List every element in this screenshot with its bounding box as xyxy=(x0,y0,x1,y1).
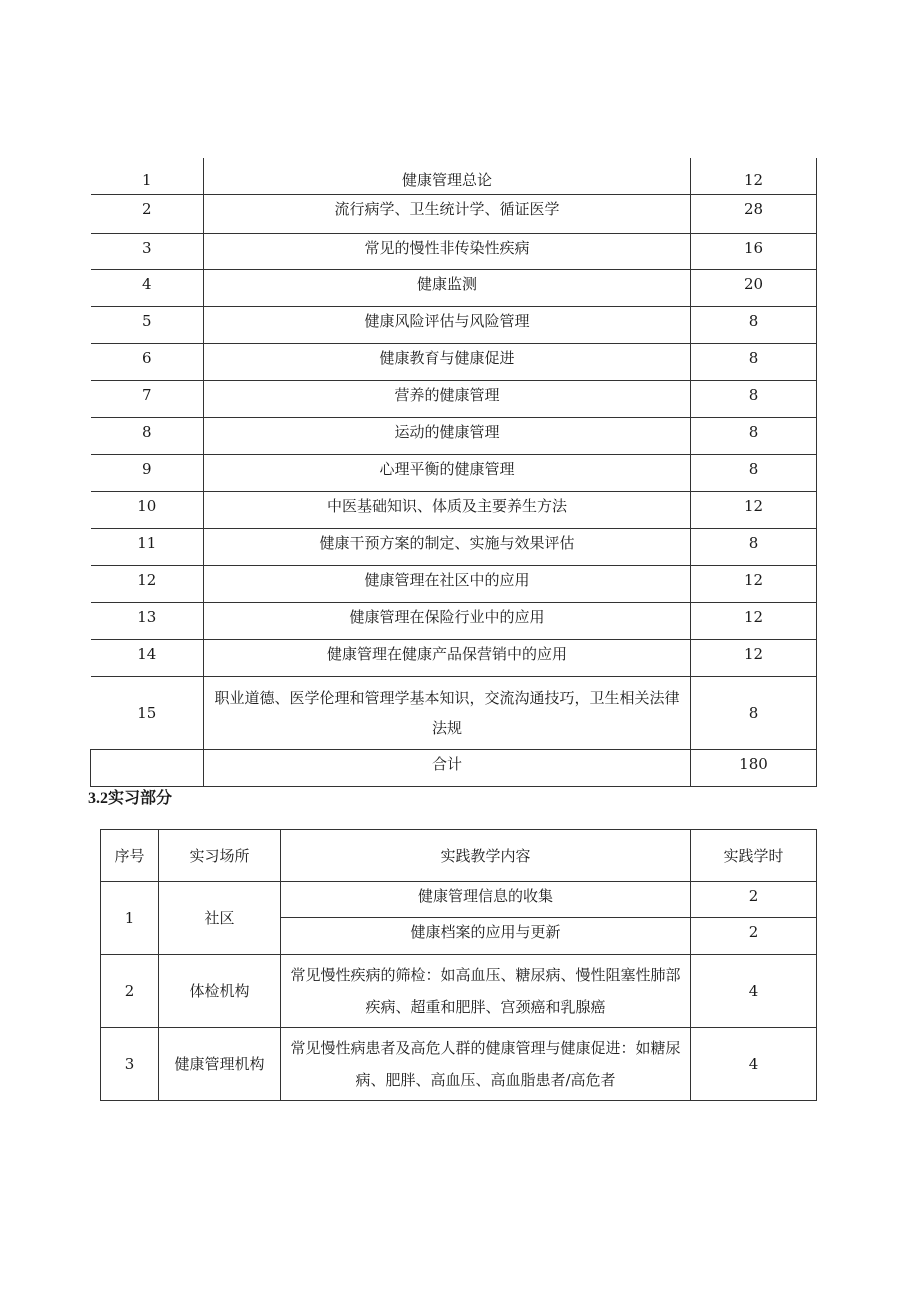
total-label: 合计 xyxy=(204,749,691,786)
row-number: 3 xyxy=(91,233,204,269)
table-row xyxy=(91,343,817,380)
row-hours: 4 xyxy=(691,1028,817,1101)
row-place: 健康管理机构 xyxy=(159,1028,281,1101)
total-hours: 180 xyxy=(691,749,817,786)
row-number: 14 xyxy=(91,639,204,676)
row-content: 健康管理总论 xyxy=(204,158,691,194)
row-content: 健康干预方案的制定、实施与效果评估 xyxy=(204,528,691,565)
row-content: 运动的健康管理 xyxy=(204,417,691,454)
row-content: 常见的慢性非传染性疾病 xyxy=(204,233,691,269)
row-number: 7 xyxy=(91,380,204,417)
header-content: 实践教学内容 xyxy=(281,830,691,882)
table-row xyxy=(91,565,817,602)
row-content: 常见慢性病患者及高危人群的健康管理与健康促进：如糖尿病、肥胖、高血压、高血脂患者/高危者 xyxy=(290,1039,681,1089)
row-hours: 8 xyxy=(691,528,817,565)
row-number: 12 xyxy=(91,565,204,602)
table-row xyxy=(91,602,817,639)
row-content: 流行病学、卫生统计学、循证医学 xyxy=(204,194,691,233)
row-hours: 8 xyxy=(691,380,817,417)
row-hours: 4 xyxy=(691,955,817,1028)
table-row xyxy=(91,233,817,269)
row-number: 1 xyxy=(91,158,204,194)
row-content: 健康风险评估与风险管理 xyxy=(204,306,691,343)
row-content: 健康教育与健康促进 xyxy=(204,343,691,380)
table-row xyxy=(91,676,817,749)
row-content: 营养的健康管理 xyxy=(204,380,691,417)
table-row xyxy=(91,269,817,306)
practice-table xyxy=(100,829,817,1101)
total-number-cell xyxy=(91,749,204,786)
row-hours: 8 xyxy=(691,343,817,380)
header-row xyxy=(101,830,817,882)
table-row xyxy=(101,882,817,918)
section-title: 3.2实习部分 xyxy=(88,790,173,807)
header-hours: 实践学时 xyxy=(691,830,817,882)
row-number: 1 xyxy=(101,882,159,955)
row-number: 15 xyxy=(91,676,204,749)
table-row xyxy=(91,194,817,233)
row-number: 4 xyxy=(91,269,204,306)
course-hours-table xyxy=(90,158,817,787)
row-place: 体检机构 xyxy=(159,955,281,1028)
table-row xyxy=(91,491,817,528)
row-number: 3 xyxy=(101,1028,159,1101)
row-hours: 12 xyxy=(691,491,817,528)
row-content: 职业道德、医学伦理和管理学基本知识，交流沟通技巧，卫生相关法律法规 xyxy=(214,688,680,737)
table-row xyxy=(91,528,817,565)
row-hours: 20 xyxy=(691,269,817,306)
row-hours: 12 xyxy=(691,565,817,602)
row-number: 9 xyxy=(91,454,204,491)
row-hours: 12 xyxy=(691,639,817,676)
row-content: 健康监测 xyxy=(204,269,691,306)
total-row xyxy=(91,749,817,786)
table-row xyxy=(91,158,817,194)
table-row xyxy=(91,380,817,417)
row-content: 健康管理在社区中的应用 xyxy=(204,565,691,602)
row-hours: 2 xyxy=(691,918,817,955)
row-hours: 8 xyxy=(691,676,817,749)
row-number: 8 xyxy=(91,417,204,454)
row-hours: 12 xyxy=(691,158,817,194)
table-row xyxy=(91,454,817,491)
row-hours: 8 xyxy=(691,454,817,491)
table-row xyxy=(91,639,817,676)
row-content: 健康管理在健康产品保营销中的应用 xyxy=(204,639,691,676)
row-content: 常见慢性疾病的筛检：如高血压、糖尿病、慢性阻塞性肺部疾病、超重和肥胖、宫颈癌和乳腺癌 xyxy=(290,966,681,1016)
table-row xyxy=(91,306,817,343)
row-number: 5 xyxy=(91,306,204,343)
row-hours: 2 xyxy=(691,882,817,918)
row-hours: 8 xyxy=(691,306,817,343)
row-hours: 8 xyxy=(691,417,817,454)
table-row xyxy=(101,1028,817,1101)
row-content: 健康管理在保险行业中的应用 xyxy=(204,602,691,639)
header-place: 实习场所 xyxy=(159,830,281,882)
row-number: 6 xyxy=(91,343,204,380)
row-number: 10 xyxy=(91,491,204,528)
row-number: 13 xyxy=(91,602,204,639)
row-number: 11 xyxy=(91,528,204,565)
row-content: 心理平衡的健康管理 xyxy=(204,454,691,491)
header-no: 序号 xyxy=(101,830,159,882)
row-content: 健康档案的应用与更新 xyxy=(281,918,691,955)
table-row xyxy=(101,955,817,1028)
row-place: 社区 xyxy=(159,882,281,955)
table-row xyxy=(91,417,817,454)
row-number: 2 xyxy=(101,955,159,1028)
row-content: 中医基础知识、体质及主要养生方法 xyxy=(204,491,691,528)
row-hours: 28 xyxy=(691,194,817,233)
row-hours: 12 xyxy=(691,602,817,639)
row-content: 健康管理信息的收集 xyxy=(281,882,691,918)
row-number: 2 xyxy=(91,194,204,233)
row-hours: 16 xyxy=(691,233,817,269)
